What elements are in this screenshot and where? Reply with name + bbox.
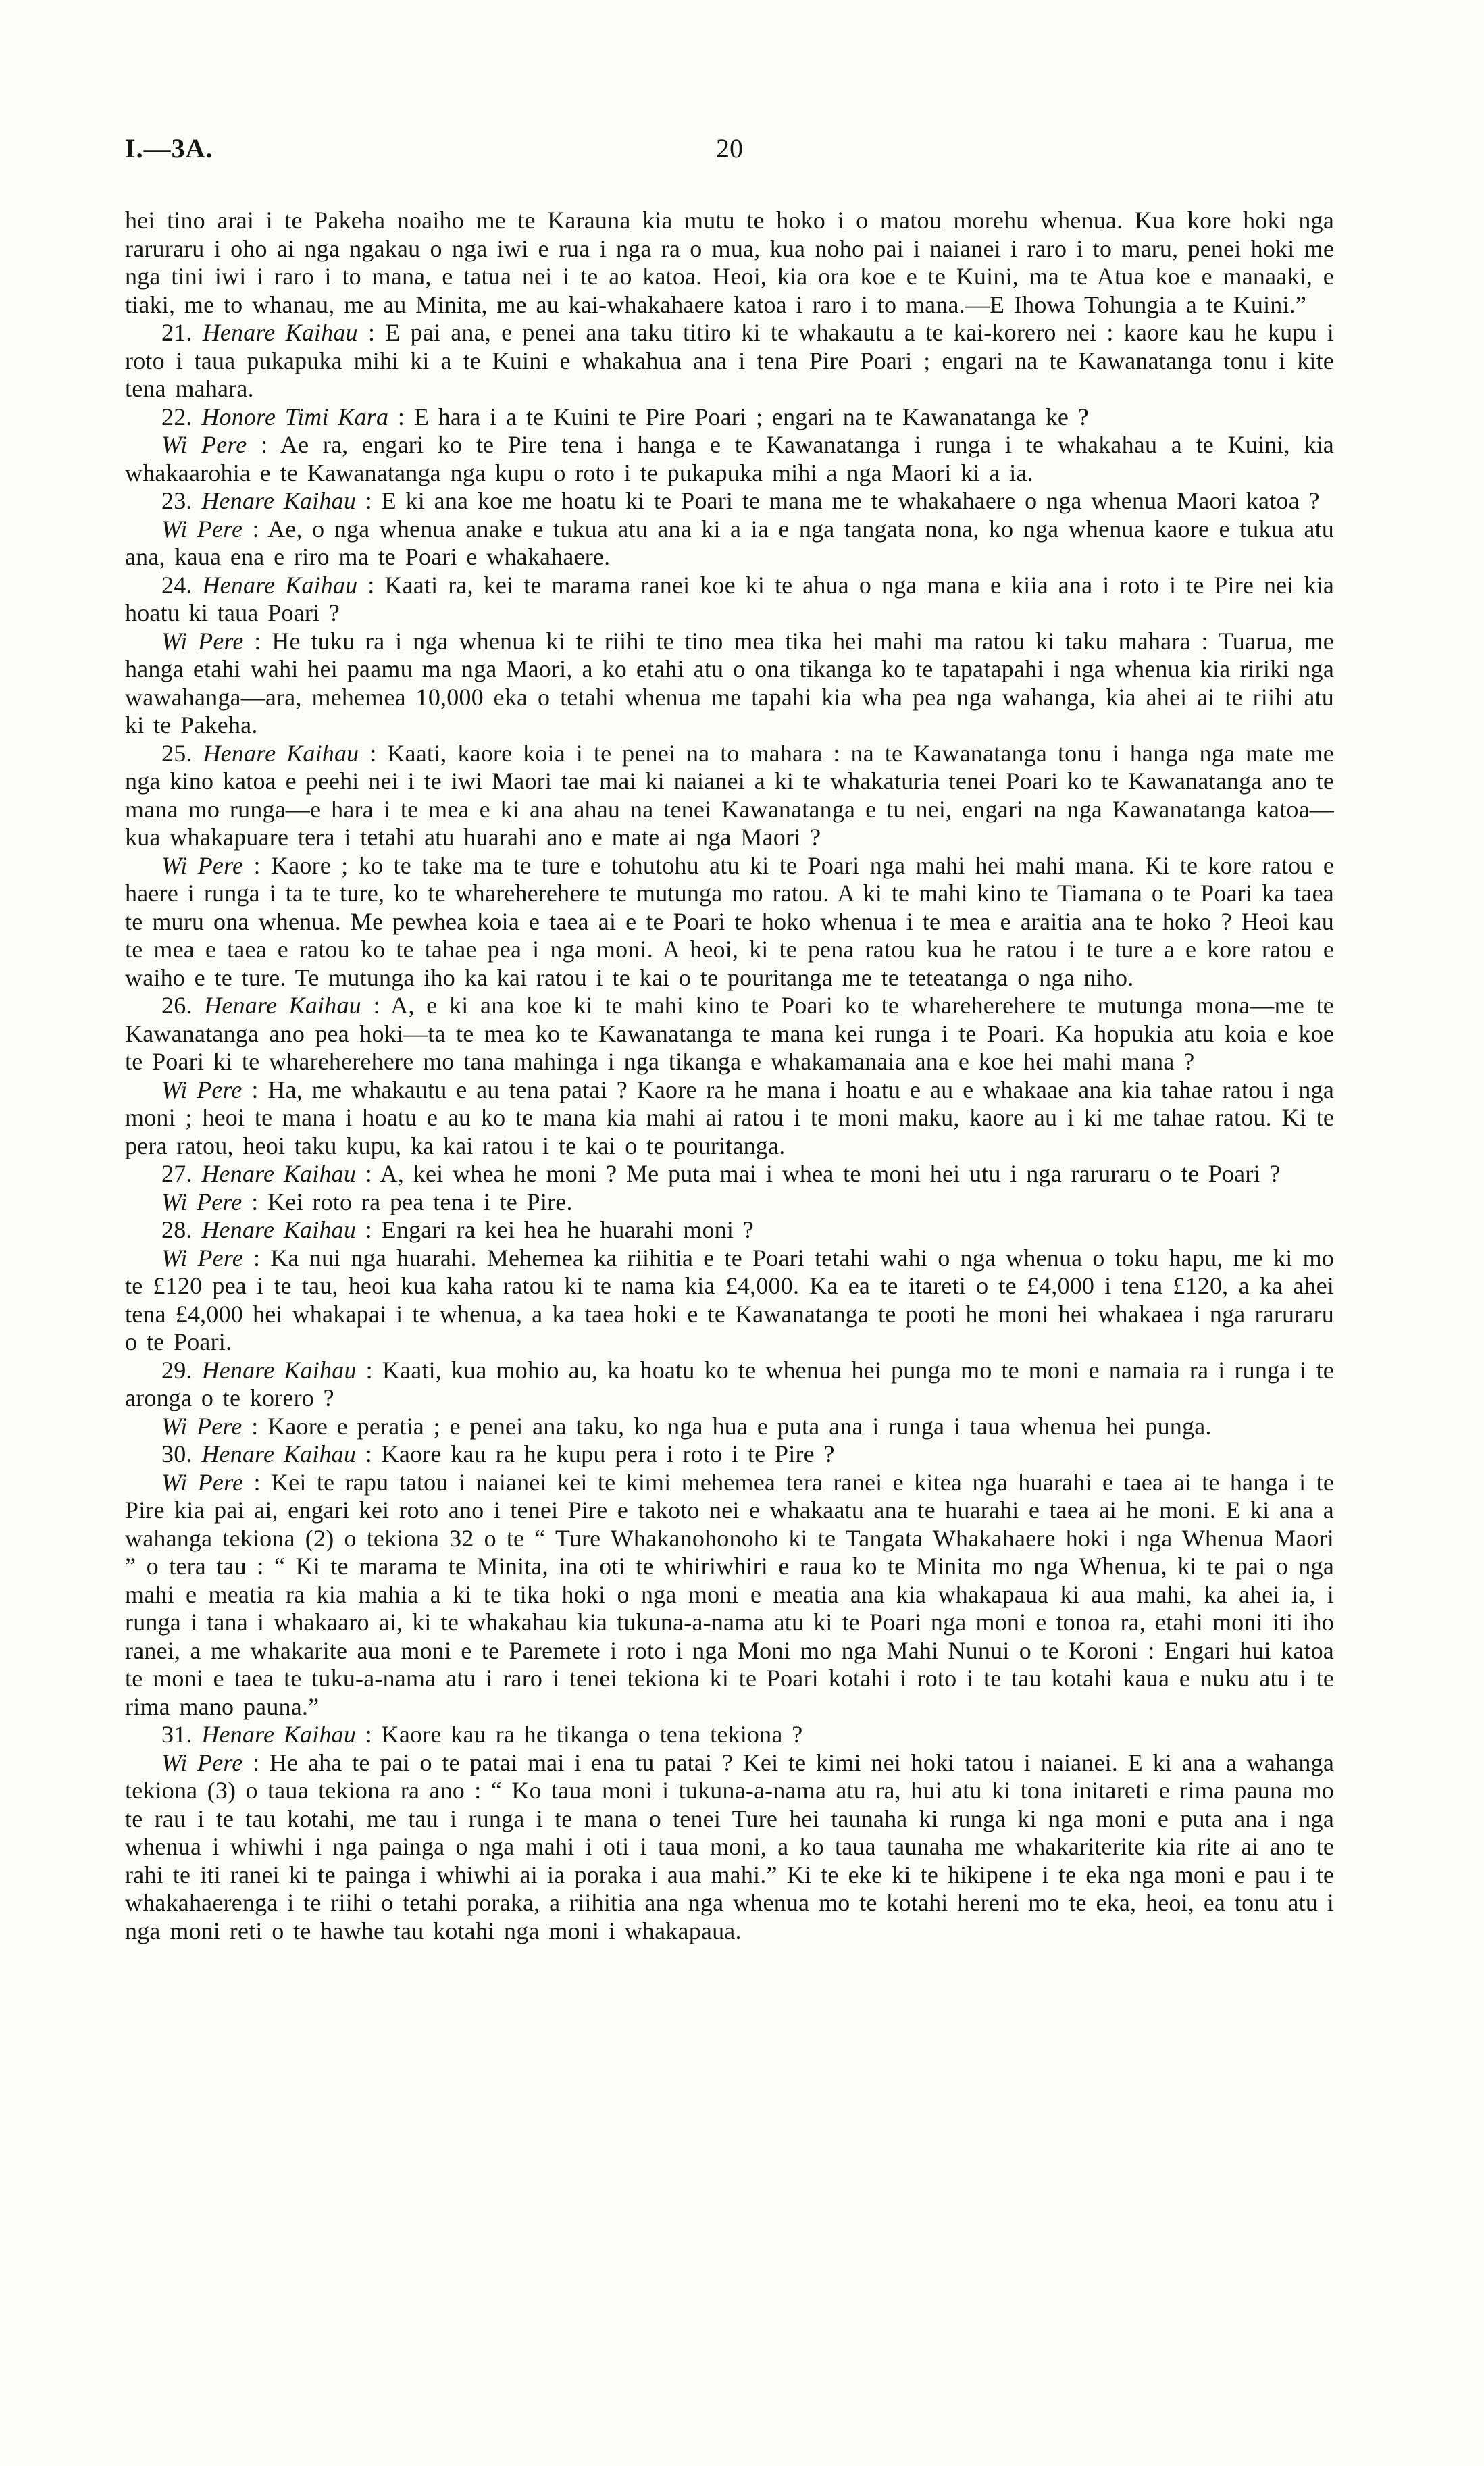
answer-27 bbox=[125, 1188, 1334, 1217]
speaker-name: Henare Kaihau bbox=[201, 487, 357, 514]
paragraph-text: 29. bbox=[161, 1356, 202, 1384]
speaker-name: Wi Pere bbox=[161, 851, 244, 879]
question-25 bbox=[125, 740, 1334, 852]
speaker-name: Wi Pere bbox=[161, 431, 247, 458]
speaker-name: Wi Pere bbox=[161, 1244, 243, 1272]
paragraph-text: 23. bbox=[161, 487, 202, 514]
speaker-name: Henare Kaihau bbox=[202, 571, 358, 599]
question-26 bbox=[125, 992, 1334, 1076]
question-21 bbox=[125, 319, 1334, 403]
question-27 bbox=[125, 1160, 1334, 1188]
paragraph-text: : Kaore e peratia ; e penei ana taku, ko nga hua e puta ana i runga i taua whenua hei punga. bbox=[242, 1412, 1212, 1440]
paragraph-text: 26. bbox=[161, 992, 205, 1019]
paragraph-text: : Kaati, kua mohio au, ka hoatu ko te whenua hei punga mo te moni e namaia ra i runga i te aronga o te korero ? bbox=[125, 1356, 1334, 1411]
paragraph-text: : E ki ana koe me hoatu ki te Poari te mana me te whakahaere o nga whenua Maori katoa ? bbox=[356, 487, 1320, 514]
paragraph-text: : E pai ana, e penei ana taku titiro ki te whakautu a te kai-korero nei : kaore kau he kupu i roto i taua pukapuka mihi ki a te Kuini e whakahua ana i tena Pire Poari ; engari na te Kawanatanga tonu i kite tena mahara. bbox=[125, 319, 1334, 402]
paragraph-text: : Engari ra kei hea he huarahi moni ? bbox=[356, 1216, 754, 1243]
continuation-paragraph bbox=[125, 207, 1334, 319]
paragraph-text: : A, e ki ana koe ki te mahi kino te Poari ko te whareherehere te mutunga mona—me te Kawanatanga ano pea hoki—ta te mea ko te Kawanatanga te mana kei runga i te Poari. Ka hopukia atu koia e koe te Poari ki te whareherehere mo tana mahinga i nga tikanga e whakamanaia ana e koe hei mahi mana ? bbox=[125, 992, 1334, 1075]
paragraph-text: : Kei roto ra pea tena i te Pire. bbox=[242, 1188, 573, 1215]
paragraph-text: : Kaati ra, kei te marama ranei koe ki te ahua o nga mana e kiia ana i roto i te Pire nei kia hoatu ki taua Poari ? bbox=[125, 571, 1334, 626]
paragraph-text: : Ae, o nga whenua anake e tukua atu ana ki a ia e nga tangata nona, ko nga whenua kaore e tukua atu ana, kaua ena e riro ma te Poari e whakahaere. bbox=[125, 515, 1334, 570]
speaker-name: Wi Pere bbox=[161, 515, 243, 543]
paragraph-text: : Ka nui nga huarahi. Mehemea ka riihitia e te Poari tetahi wahi o nga whenua o toku hapu, me ki mo te £120 pea i te tau, heoi kua kaha ratou ki te nama kia £4,000. Ka ea te itareti o te £4,000 i tena £120, a ka ahei tena £4,000 hei whakapai i te whenua, a ka taea hoki e te Kawanatanga te pooti he moni hei whakaea i nga raruraru o te Poari. bbox=[125, 1244, 1335, 1355]
paragraph-text: : Kaati, kaore koia i te penei na to mahara : na te Kawanatanga tonu i hanga nga mate me nga kino katoa e peehi nei i te iwi Maori tae mai ki naianei a ki te whakaturia tenei Poari ko te Kawanatanga ano te mana mo runga—e hara i te mea e ki ana ahau na tenei Kawanatanga e tu nei, engari na nga Kawanatanga katoa—kua whakapuare tera i tetahi atu huarahi ano e mate ai nga Maori ? bbox=[125, 739, 1334, 851]
section-code: I.—3A. bbox=[125, 133, 213, 163]
paragraph-text: : Kei te rapu tatou i naianei kei te kimi mehemea tera ranei e kitea nga huarahi e taea ai te hanga i te Pire kia pai ai, engari kei roto ano i tenei Pire e takoto nei e whakaatu ana te huarahi e taea ai he moni. E ki ana a wahanga tekiona (2) o tekiona 32 o te “ Ture Whakanohonoho ki te Tangata Whakahaere hoki i nga Whenua Maori ” o tera tau : “ Ki te marama te Minita, ina oti te whiriwhiri e raua ko te Minita mo nga Whenua, ki te pai o nga mahi e meatia ra kia mahia a ki te tika hoki o nga moni e meatia ana kia whakapaua ki aua mahi, ka ahei ia, i runga i tana i whakaaro ai, ki te whakahau kia tukuna-a-nama atu ki te Poari nga moni e tonoa ra, etahi moni iti iho ranei, a me whakarite aua moni e te Paremete i roto i nga Moni mo nga Mahi Nunui o te Koroni : Engari hui katoa te moni e taea te tuku-a-nama atu i raro i tenei tekiona ki te Poari kotahi i roto i te tau kotahi kaua e nuku atu i te rima mano pauna.” bbox=[125, 1468, 1335, 1720]
answer-29 bbox=[125, 1413, 1334, 1441]
speaker-name: Wi Pere bbox=[161, 627, 244, 655]
question-22 bbox=[125, 403, 1334, 432]
body-text bbox=[125, 207, 1334, 1945]
paragraph-text: : Kaore ; ko te take ma te ture e tohutohu atu ki te Poari nga mahi hei mahi mana. Ki te kore ratou e haere i runga i ta te ture, ko te whareherehere te mutunga mo ratou. A ki te mahi kino te Tiamana o te Poari ka taea te muru ona whenua. Me pewhea koia e taea ai e te Poari te hoko whenua i te mea e araitia ana te hoko ? Heoi kau te mea e taea e ratou ko te tahae pea i nga moni. A heoi, ki te pena ratou kua he ratou i te ture a e kore ratou e waiho e te ture. Te mutunga iho ka kai ratou i te kai o te pouritanga me te teteatanga o nga niho. bbox=[125, 851, 1334, 991]
paragraph-text: : Ha, me whakautu e au tena patai ? Kaore ra he mana i hoatu e au e whakaae ana kia tahae ratou i nga moni ; heoi te mana i hoatu e au ko te mana kia mahi ai ratou i te moni maku, kaore au i ki me tahae ratou. Ki te pera ratou, heoi taku kupu, ka kai ratou i te kai o te pouritanga. bbox=[125, 1076, 1334, 1159]
speaker-name: Henare Kaihau bbox=[202, 319, 358, 346]
paragraph-text: 25. bbox=[161, 739, 203, 767]
speaker-name: Wi Pere bbox=[161, 1412, 242, 1440]
page-number: 20 bbox=[716, 133, 743, 163]
text-column bbox=[125, 0, 1334, 1945]
speaker-name: Henare Kaihau bbox=[203, 739, 359, 767]
speaker-name: Henare Kaihau bbox=[204, 992, 361, 1019]
page-header bbox=[125, 132, 1334, 168]
answer-28 bbox=[125, 1244, 1334, 1357]
paragraph-text: 21. bbox=[161, 319, 203, 346]
answer-25 bbox=[125, 852, 1334, 992]
speaker-name: Henare Kaihau bbox=[201, 1440, 357, 1467]
paragraph-text: : Kaore kau ra he kupu pera i roto i te Pire ? bbox=[356, 1440, 835, 1467]
answer-23 bbox=[125, 515, 1334, 572]
speaker-name: Wi Pere bbox=[161, 1188, 242, 1215]
paragraph-text: 28. bbox=[161, 1216, 202, 1243]
paragraph-text: : He aha te pai o te patai mai i ena tu patai ? Kei te kimi nei hoki tatou i naianei. E ki ana a wahanga tekiona (3) o taua tekiona ra ano : “ Ko taua moni i tukuna-a-nama atu ra, hui atu ki tona initareti e rima pauna mo te rau i te tau kotahi, me tau i runga i te mana o tenei Ture hei taunaha ki runga ki nga moni e puta ana i nga whenua i whiwhi i nga painga o nga mahi i oti i taua moni, a ko taua taunaha me whakariterite kia rite ai ano te rahi te iti ranei ki te painga i whiwhi ai ia poraka i aua mahi.” Ki te eke ki te hikipene i te eka nga moni e pau i te whakahaerenga i te riihi o tetahi poraka, a riihitia ana nga whenua mo te kotahi hereni mo te eka, heoi, ea tonu atu i nga moni reti o te hawhe tau kotahi nga moni i whakapaua. bbox=[125, 1748, 1335, 1944]
paragraph-text: 30. bbox=[161, 1440, 202, 1467]
paragraph-text: 24. bbox=[161, 571, 203, 599]
question-28 bbox=[125, 1216, 1334, 1244]
answer-26 bbox=[125, 1076, 1334, 1161]
answer-31 bbox=[125, 1749, 1334, 1946]
answer-30 bbox=[125, 1469, 1334, 1721]
paragraph-text: : He tuku ra i nga whenua ki te riihi te tino mea tika hei mahi ma ratou ki taku mahara : Tuarua, me hanga etahi wahi hei paamu ma nga Maori, a ko etahi atu o ona tikanga ko te tapatapahi i nga whenua kia ririki nga wawahanga—ara, mehemea 10,000 eka o tetahi whenua me tapahi kia wha pea nga wahanga, kia ahei ai te riihi atu ki te Pakeha. bbox=[125, 627, 1334, 738]
paragraph-text: 27. bbox=[161, 1160, 202, 1187]
paragraph-text: 22. bbox=[161, 403, 202, 430]
speaker-name: Wi Pere bbox=[161, 1748, 243, 1776]
paragraph-text: : Ae ra, engari ko te Pire tena i hanga e te Kawanatanga i runga i te whakahau a te Kuini, kia whakaarohia e te Kawanatanga nga kupu o roto i te pukapuka mihi a nga Maori ki a ia. bbox=[125, 431, 1334, 486]
paragraph-text: : A, kei whea he moni ? Me puta mai i whea te moni hei utu i nga raruraru o te Poari ? bbox=[356, 1160, 1281, 1187]
speaker-name: Honore Timi Kara bbox=[201, 403, 389, 430]
speaker-name: Henare Kaihau bbox=[201, 1721, 357, 1748]
paragraph-text: 31. bbox=[161, 1721, 202, 1748]
answer-24 bbox=[125, 628, 1334, 740]
speaker-name: Wi Pere bbox=[161, 1076, 242, 1103]
paragraph-text: hei tino arai i te Pakeha noaiho me te Karauna kia mutu te hoko i o matou morehu whenua. Kua kore hoki nga raruraru i oho ai nga ngakau o nga iwi e rua i nga ra o mua, kua noho pai i naianei i raro i to maru, penei hoki me nga tini iwi i raro i to mana, e tatua nei i te ao katoa. Heoi, kia ora koe e te Kuini, ma te Atua koe e manaaki, e tiaki, me to whanau, me au Minita, me au kai-whakahaere katoa i raro i to mana.—E Ihowa Tohungia a te Kuini.” bbox=[125, 207, 1334, 318]
question-23 bbox=[125, 487, 1334, 515]
question-30 bbox=[125, 1440, 1334, 1469]
question-29 bbox=[125, 1357, 1334, 1413]
paragraph-text: : Kaore kau ra he tikanga o tena tekiona ? bbox=[356, 1721, 803, 1748]
speaker-name: Henare Kaihau bbox=[201, 1160, 357, 1187]
question-31 bbox=[125, 1721, 1334, 1749]
question-24 bbox=[125, 572, 1334, 628]
speaker-name: Henare Kaihau bbox=[201, 1356, 357, 1384]
answer-22 bbox=[125, 431, 1334, 487]
speaker-name: Wi Pere bbox=[161, 1468, 244, 1496]
paragraph-text: : E hara i a te Kuini te Pire Poari ; engari na te Kawanatanga ke ? bbox=[388, 403, 1089, 430]
speaker-name: Henare Kaihau bbox=[201, 1216, 357, 1243]
